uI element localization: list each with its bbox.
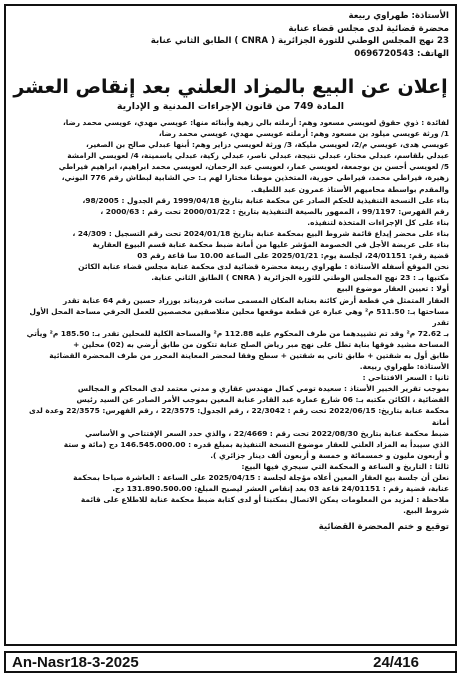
body-line: طابق أول به شقتين + طابق ثاني به شقتين + سطح وفقا لمحضر المعاينة المحرر من طرف المحضرة القضائية [49,350,449,360]
body-line: العقار المتمثل في قطعة أرض كائنة بعنابة المكان المسمى سانت فرديناند بوزراد حسين رقم 64 عنابة تقدر [63,295,449,305]
notice-body [12,117,449,516]
body-line: و أربعون مليون و خمسمائة و خمسة و أربعون ألف دينار جزائري ). [210,450,449,460]
body-line: بناء على عريضة الأجل في الخصومة المؤشر عليها من أمانة ضبط محكمة عنابة قسم البيوع العقارية [92,240,449,250]
notice-subtitle: المادة 749 من قانون الإجراءات المدنية و الإدارية [116,101,345,112]
body-line: رقم الفهرس: 99/1197 ، الممهور بالصيغة التنفيذية بتاريخ : 2000/01/22 تحت رقم : 2000/63 ، [100,206,449,216]
body-line: ضبط محكمة عنابة بتاريخ 2022/08/30 تحت رقم : 22/4669 ، والذي حدد السعر الإفتتاحي و الأساسي [85,428,449,438]
body-line: قضية رقم: 24/01151، لجلسة يوم: 2025/01/21 على الساعة 10.00 سا قاعة رقم 03 [137,251,449,261]
body-line: بناء على النسخة التنفيذية للحكم الصادر عن محكمة عنابة بتاريخ 1999/04/18 رقم الجدول : 98/2005، [82,195,449,205]
legal-notice [4,4,457,646]
body-line: عنابة، قضية رقم : 24/01151 قاعة 03 بعد إنقاص العشر ليصبح المبلغ: 131.890.500.00 دج. [112,484,449,494]
body-line: مساحتها بـ: 511.50 م² وهي عبارة عن قطعة موقعها محلين متلاصقين مخصصين للعمل الحرفي مساحة المحل الأول تقدر [29,306,449,327]
body-line: المساحة مشيد فوقها بناية تطل على نهج مبر رياض الصلح عنابة تتكون من طابق أرضي به (02) محلين + [73,339,449,349]
body-line: والمقدم بواسطة محاميهم الأستاذ عمرون عبد اللطيف. [250,184,449,194]
body-line: الذي سيبدأ به المزاد العلني للعقار موضوع النسخة التنفيذية بمبلغ قدره : 146.545.000.00 دج (مائة و ستة [63,439,449,449]
body-line: 1/ ورثة عويسي ميلود بن مسعود وهم: أرملته عويسي مهدي، عويسي محمد رضا، [158,129,449,139]
body-line: نعلن أن جلسة بيع العقار المعين أعلاه مؤجلة لجلسة : 2025/04/15 على الساعة : العاشرة صباحا بمحكمة [73,473,449,482]
body-line: عبدلي بلقاسم، عبدلي مختار، عبدلي نتيجة، عبدلي ناصر، عبدلي زكية، عبدلي ياسمينة، 4/ لعويسي الرامشة [67,151,449,161]
body-line: عويسي هدى، عويسي م/2، لعويسي مليكة، 3/ ورثة لعويسي دزاير وهم: أبنها عبدلي صالح بن الصغير، [85,140,449,150]
office-address: 23 نهج المجلس الوطني للثورة الجزائرية ( CNRA ) الطابق الثاني عنابة [150,36,449,46]
notice-header [12,10,449,60]
body-line: بموجب تقرير الخبير الأستاذ : سعيدة تومي كمال مهندس عقاري و مدني معتمد لدى المحاكم و المجالس [77,384,449,394]
body-line: بـ 72.62 م² وقد تم تشييدهما من طرف المحكوم عليه 112.88 م² والمساحة الكلية للمحلين تقدر بـ: 185.50 م² ويأتي [26,328,449,338]
body-line: الأستاذة: طهراوي ربيعة. [359,362,449,372]
lawyer-name: الأستاذة: طهراوي ربيعة [348,11,449,21]
office-phone: الهاتف: 0696720543 [354,48,449,59]
body-line: محكمة عنابة بتاريخ: 2022/06/15 تحت رقم : 22/3042 ، رقم الجدول: 22/3575 ، رقم الفهرس: 22/3575 وعدة لدى أمانة [29,406,449,427]
notice-title: إعلان عن البيع بالمزاد العلني بعد إنقاص العشر [13,76,448,98]
body-line: نحن الموقع أسفله الأستاذة : طهراوي ربيعة محضرة قضائية لدى محكمة عنابة مجلس قضاء عنابة الكائن [78,262,449,272]
notice-reference: 24/416 [373,653,419,671]
section-heading: أولا : تعيين العقار موضوع البيع [336,284,449,294]
publication-label: An-Nasr18-3-2025 [12,653,139,671]
body-line: بناء على محضر إيداع قائمة شروط البيع بمحكمة عنابة بتاريخ 2024/01/18 تحت رقم التسجيل : 24/309 ، [72,228,449,238]
body-line: ملاحظة : لمزيد من المعلومات يمكن الاتصال بمكتبنا أو لدى كتابة ضبط محكمة عنابة للاطلاع على قائمة [80,495,449,505]
body-line: شروط البيع. [403,506,449,516]
body-line: مكتبها بـ : 23 نهج المجلس الوطني للثورة الجزائرية ( CNRA ) الطابق الثاني عنابة. [151,273,449,283]
signature-line: توقيع و ختم المحضرة القضائية [318,522,449,533]
body-line: زهيرة، فيراطي محمد، فيراطي حورية، المتخذين موطنا مختارا لهم بـ: حي الشابية لبطاش رقم 776 البوني، [61,173,449,183]
section-heading: ثالثا : التاريخ و الساعة و المحكمة التي سيجري فيها البيع: [241,461,449,471]
section-heading: ثانيا : السعر الافتتاحي : [362,373,449,383]
publication-footer [4,651,457,673]
office-title: محضرة قضائية لدى مجلس قضاء عنابة [288,23,449,34]
body-line: القضائية ، الكائن مكتبه بـ: 06 شارع عمارة عبد القادر عنابة المعين بموجب الأمر الصادر عن السيد رئيس [76,395,449,405]
body-line: 5/ لعويسي أحسن بن بوجمعة، لعويسي عمار، لعويسي عبد الرحمان، لعويسي محمد ابراهيم، ابراهيم فيراطي [58,162,449,172]
body-line: لفائدة : ذوي حقوق لعويسي مسعود وهم: أرملته بالي زهية وأبنائه منها: عويسي مهدي، عويسي محمد رضا، [63,118,449,127]
body-line: بناء على كل الإجراءات المتخذة لتنفيذه. [307,217,449,227]
